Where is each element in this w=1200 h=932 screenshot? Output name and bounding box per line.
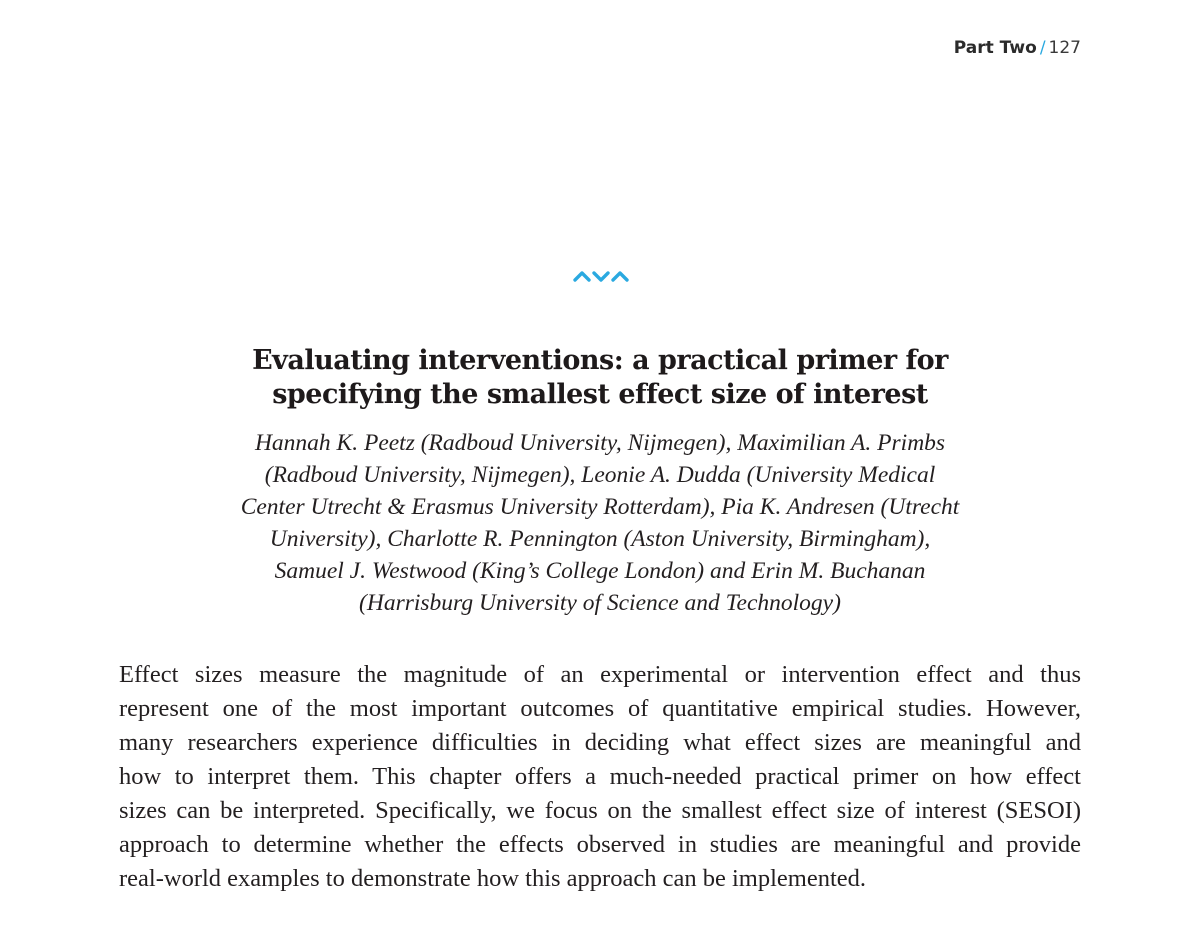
- chapter-title: [160, 344, 1040, 412]
- ornament-right-chevron: [613, 273, 627, 280]
- abstract-line: Effect sizes measure the magnitude of an experimental or intervention effect and thus: [119, 661, 1081, 688]
- title-line: specifying the smallest effect size of interest: [272, 379, 928, 410]
- running-head: [954, 36, 1081, 60]
- abstract-line: real-world examples to demonstrate how this approach can be implemented.: [119, 865, 866, 892]
- author-list: [160, 427, 1040, 619]
- abstract-line: many researchers experience difficulties in deciding what effect sizes are meaningful and: [119, 729, 1081, 756]
- page-number: 127: [1048, 38, 1081, 58]
- wave-ornament-svg: [572, 266, 630, 286]
- author-line: University), Charlotte R. Pennington (Aston University, Birmingham),: [269, 526, 931, 552]
- abstract-line: how to interpret them. This chapter offers a much-needed practical primer on how effect: [119, 763, 1081, 790]
- part-label: Part Two: [953, 38, 1037, 58]
- wave-ornament-icon: [572, 266, 630, 286]
- abstract-line: represent one of the most important outcomes of quantitative empirical studies. However,: [119, 695, 1081, 722]
- author-line: Center Utrecht & Erasmus University Rotterdam), Pia K. Andresen (Utrecht: [240, 494, 960, 520]
- author-line: Samuel J. Westwood (King’s College London) and Erin M. Buchanan: [274, 558, 926, 584]
- abstract-paragraph: [119, 658, 1081, 896]
- title-line: Evaluating interventions: a practical primer for: [252, 345, 948, 376]
- author-line: (Radboud University, Nijmegen), Leonie A. Dudda (University Medical: [264, 462, 936, 488]
- author-line: (Harrisburg University of Science and Technology): [359, 590, 841, 616]
- ornament-middle-chevron: [594, 273, 608, 280]
- ornament-left-chevron: [575, 273, 589, 280]
- separator: /: [1039, 38, 1046, 58]
- abstract-line: approach to determine whether the effects observed in studies are meaningful and provide: [119, 831, 1081, 858]
- author-line: Hannah K. Peetz (Radboud University, Nijmegen), Maximilian A. Primbs: [254, 430, 946, 456]
- abstract-line: sizes can be interpreted. Specifically, we focus on the smallest effect size of interest (SESOI): [119, 797, 1081, 824]
